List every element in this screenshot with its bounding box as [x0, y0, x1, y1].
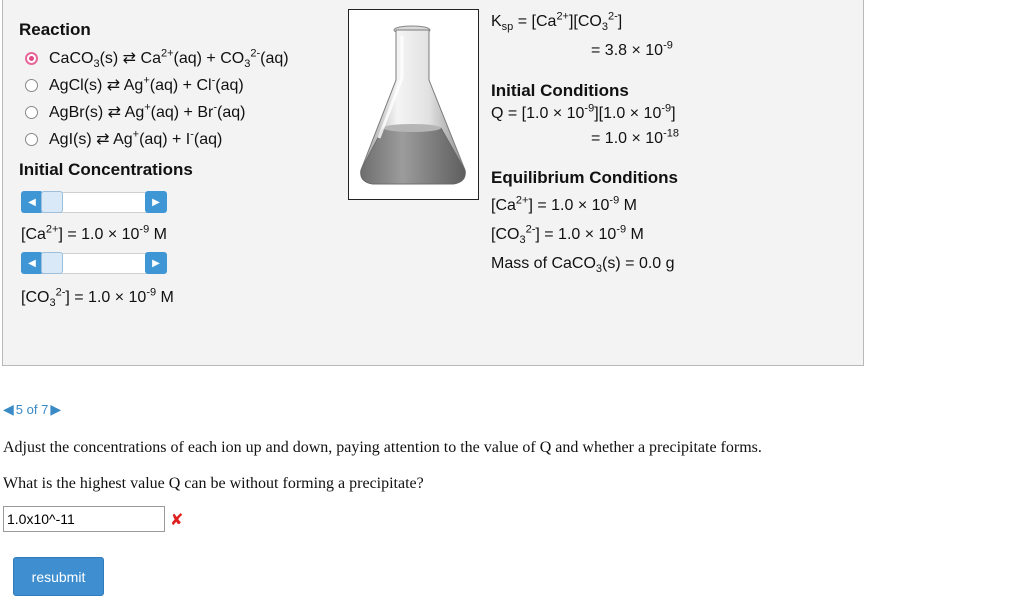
incorrect-x-icon: ✘ [170, 512, 184, 529]
ca-concentration-label: $[Ca^{2+}] = 1.0 \times 10^{-9}$ M [21, 223, 167, 243]
initial-concentrations-heading: Initial Concentrations [19, 160, 193, 179]
reaction-option-agcl[interactable] [25, 73, 244, 97]
simulation-panel [2, 0, 864, 366]
decrease-arrow-icon[interactable]: ◀ [21, 191, 43, 213]
q-expression: $Q = [1.0 \times 10^{-9}][1.0 \times 10^{-9}]$ [491, 102, 676, 122]
increase-arrow-icon[interactable]: ▶ [145, 191, 167, 213]
ca-concentration-slider[interactable] [21, 191, 167, 213]
reaction-label-agi: AgI(s) ⇄ Ag+(aq) + I-(aq) [49, 128, 223, 148]
instruction-text: Adjust the concentrations of each ion up and down, paying attention to the value of Q and whether a precipitate forms. [3, 439, 762, 456]
equilibrium-mass: Mass of CaCO$_3$(s) = 0.0 g [491, 255, 675, 276]
erlenmeyer-flask-icon [349, 10, 478, 199]
radio-agcl[interactable] [25, 79, 38, 92]
answer-input[interactable] [3, 506, 165, 532]
ksp-value: = $3.8 \times 10^{-9}$ [591, 39, 673, 59]
equilibrium-ca: $[Ca^{2+}] = 1.0 \times 10^{-9}$ M [491, 194, 637, 214]
reaction-option-caco3[interactable] [25, 46, 289, 70]
reaction-option-agi[interactable] [25, 127, 222, 151]
increase-arrow-icon[interactable]: ▶ [145, 252, 167, 274]
pager-text: 5 of 7 [15, 402, 49, 417]
radio-agbr[interactable] [25, 106, 38, 119]
slider-thumb[interactable] [41, 252, 63, 274]
equilibrium-conditions-heading: Equilibrium Conditions [491, 168, 678, 187]
reaction-label-agcl: AgCl(s) ⇄ Ag+(aq) + Cl-(aq) [49, 74, 244, 94]
resubmit-button[interactable]: resubmit [13, 557, 104, 596]
question-prompt: What is the highest value Q can be without forming a precipitate? [3, 475, 424, 492]
slider-thumb[interactable] [41, 191, 63, 213]
reaction-option-agbr[interactable] [25, 100, 245, 124]
q-value: = $1.0 \times 10^{-18}$ [591, 127, 679, 147]
previous-page-icon[interactable]: ◀ [3, 401, 14, 417]
reaction-label-agbr: AgBr(s) ⇄ Ag+(aq) + Br-(aq) [49, 101, 246, 121]
pager [3, 401, 61, 418]
flask-image [348, 9, 479, 200]
initial-conditions-heading: Initial Conditions [491, 81, 629, 100]
radio-agi[interactable] [25, 133, 38, 146]
reaction-label-caco3: CaCO$_3$(s) ⇄ $Ca^{2+}(aq) + CO_3^{2-}(aq)$ [49, 47, 289, 71]
ksp-expression: $K_{sp} = [Ca^{2+}][CO_3^{2-}]$ [491, 10, 623, 34]
radio-caco3[interactable] [25, 52, 38, 65]
next-page-icon[interactable]: ▶ [50, 401, 62, 417]
equilibrium-co3: $[CO_3^{2-}] = 1.0 \times 10^{-9}$ M [491, 223, 644, 247]
decrease-arrow-icon[interactable]: ◀ [21, 252, 43, 274]
co3-concentration-slider[interactable] [21, 252, 167, 274]
co3-concentration-label: $[CO_3^{2-}] = 1.0 \times 10^{-9}$ M [21, 286, 174, 310]
reaction-heading: Reaction [19, 20, 91, 39]
